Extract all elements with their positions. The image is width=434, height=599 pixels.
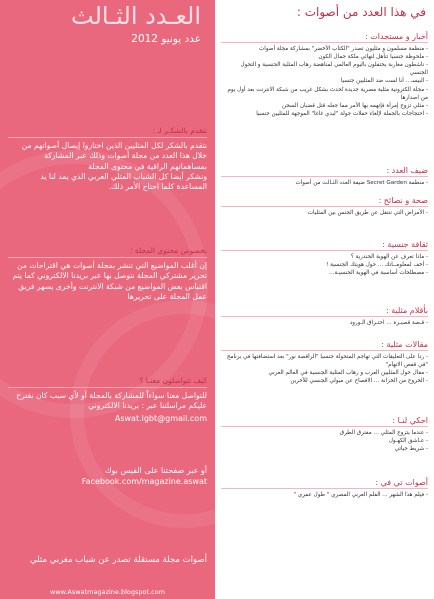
toc-item: - فيلم هذا الشهر ... الفلم العربي المصري " طول عمري " (293, 492, 428, 498)
website-link[interactable]: www.Aswatmagazine.blogspot.com (50, 588, 165, 596)
toc-item: - منظمة مسلمون و مثليون تصدر "الكتاب الأخضر" بمشاركة مجلة أصوات (259, 46, 428, 52)
issue-title: العـدد الثـالث (71, 2, 201, 30)
content-heading: بخصوص محتوى المجلة : (130, 246, 207, 255)
toc-item: - عندما يتزوج المثلي ... مفترق الطرق (339, 430, 428, 436)
toc-section (221, 32, 428, 118)
toc-section (221, 196, 428, 217)
toc-item: - أخف لمعلومــاتك ... حول هويتك الجنسية ! (326, 262, 428, 269)
divider (221, 316, 428, 317)
divider (221, 426, 428, 427)
divider (8, 137, 207, 138)
toc-section-heading: ضيف العدد : (386, 166, 428, 175)
toc-section-heading: أخبار و مستجدات : (364, 32, 428, 41)
toc-item: - مثلي تزوج إمرأة فإتهمه بها الأمر مما جعله قتل قضبان السجن (282, 102, 428, 109)
toc-item: - مصطلحات أساسية في الهوية الجنسيـة... (329, 270, 428, 277)
divider (8, 257, 207, 258)
toc-title: في هذا العدد من أصوات : (296, 5, 426, 19)
toc-section (221, 478, 428, 499)
divider (221, 176, 428, 177)
toc-item: - ردا على التعليقات التي تهاجم المتحولة جنسيا "الراقصة نور" بعد استضافتها في برنامج "في قفص الاتهام" (226, 354, 428, 369)
content-section (8, 246, 207, 302)
thanks-paragraph-2: ونشكر أيضا كل الشباب المثلي العربي الذي يمد لنا يد المساعدة كلما احتاج الأمر ذلك. (40, 171, 207, 191)
left-panel (0, 0, 215, 599)
toc-item: - ملحوظة جنسيا تتأهل لنهائي ملكة جمال الكون (318, 54, 428, 61)
divider (221, 350, 428, 351)
toc-item: - الأمراض التي تنتقل عن طريق الجنس بين المثليات (307, 210, 428, 216)
toc-section (221, 416, 428, 453)
facebook-block (8, 466, 207, 486)
divider (221, 42, 428, 43)
contact-section (8, 376, 207, 423)
toc-section (221, 340, 428, 385)
toc-section (221, 240, 428, 277)
toc-section-heading: صحة و نصائح : (378, 196, 428, 205)
toc-item: - عـاشق الكهـول (388, 438, 428, 445)
facebook-label: أو عبر صفحتنا على الفيس بوك (104, 466, 207, 475)
toc-section-heading: مقالات مثلية : (381, 340, 428, 349)
contact-paragraph: للتواصل معنا سواءاً للمشاركة بالمجلة أو لأي سبب كان نقترح عليكم مراسلتنا عبر : بريدنا الالكتروني (16, 391, 207, 411)
footer-tagline: أصوات مجلة مستقلة تصدر عن شباب مغربي مثلي (30, 555, 207, 565)
toc-item: - ماذا تعرف عن الهوية الجندرية ؟ (350, 254, 428, 260)
thanks-heading: نتقدم بالشكـر لـ : (152, 126, 207, 135)
email-link[interactable]: Aswat.lgbt@gmail.com (114, 413, 207, 423)
toc-section-heading: أصوات تي في : (375, 478, 428, 487)
thanks-paragraph: نتقدم بالشكر لكل المثليين الذين اختاروا إيصال أصواتهم من خلال هذا العدد من مجلة أصوات وذلك عبر المشاركة بمساهماتهم الراقية في محتوى المجلة (21, 141, 207, 171)
divider (8, 387, 207, 388)
divider (221, 488, 428, 489)
toc-item: - الخروج من الخزانة ... الافصاح عن ميولي الجنسي للآخرين (290, 378, 428, 385)
toc-item: - ناشطون مغاربة يحتفلون باليوم العالمي لمناهضة رهاب المثلية الجنسية و التحول الجنسي (240, 62, 428, 77)
toc-section-heading: ثقافة جنسية : (382, 240, 428, 249)
divider (221, 250, 428, 251)
toc-item: - منظمة Secret Garden ضيفة العدد الثـالث من أصوات (295, 180, 428, 186)
facebook-link[interactable]: Facebook.com/magazine.aswat (81, 477, 207, 486)
toc-section-heading: احكي لنـا : (392, 416, 428, 425)
thanks-section (8, 126, 207, 192)
issue-date: عدد يونيو 2012 (131, 33, 201, 45)
toc-section (221, 166, 428, 187)
toc-item: - مقال حول المثليين العرب و رهاب المثلية الجنسية في العالم العربي (268, 370, 428, 377)
toc-item: - شريط حياتي (394, 446, 428, 453)
toc-section (221, 306, 428, 327)
table-of-contents (215, 0, 434, 599)
divider (221, 206, 428, 207)
toc-section-heading: بأقلام مثلية : (385, 306, 428, 315)
toc-item: - مجلة الكترونية مثلية مصرية جديدة تُحدث بشكل غريب من شبكة الانترنت بعد أول يوم من اصدارها (227, 86, 428, 101)
content-paragraph: إن أغلب المواضيع التي تنشر بمجلة أصوات هي اقتراحات من تحرير مشتركي المجلة نتوصل بها عبر بريدنا الالكتروني كما يتم اقتباس بعض المواضيع من شبكة الانترنت وأخرى يسهر فريق عمل المجلة على تحريرها (12, 261, 207, 301)
contact-heading: كيف تتواصلون معنـا ؟ (139, 376, 207, 385)
toc-item: - قـصة قصيـرة ... احتـراق الـورود (349, 320, 428, 326)
toc-item: - البيسـ .. أنا لست ضد المثليين جنسيا (340, 78, 428, 85)
toc-item: - احتجاجات بالجملة لإلغاء حفلات جولة "ليدي غاغا" الموجهة للمثليين جنسيا (256, 110, 428, 117)
